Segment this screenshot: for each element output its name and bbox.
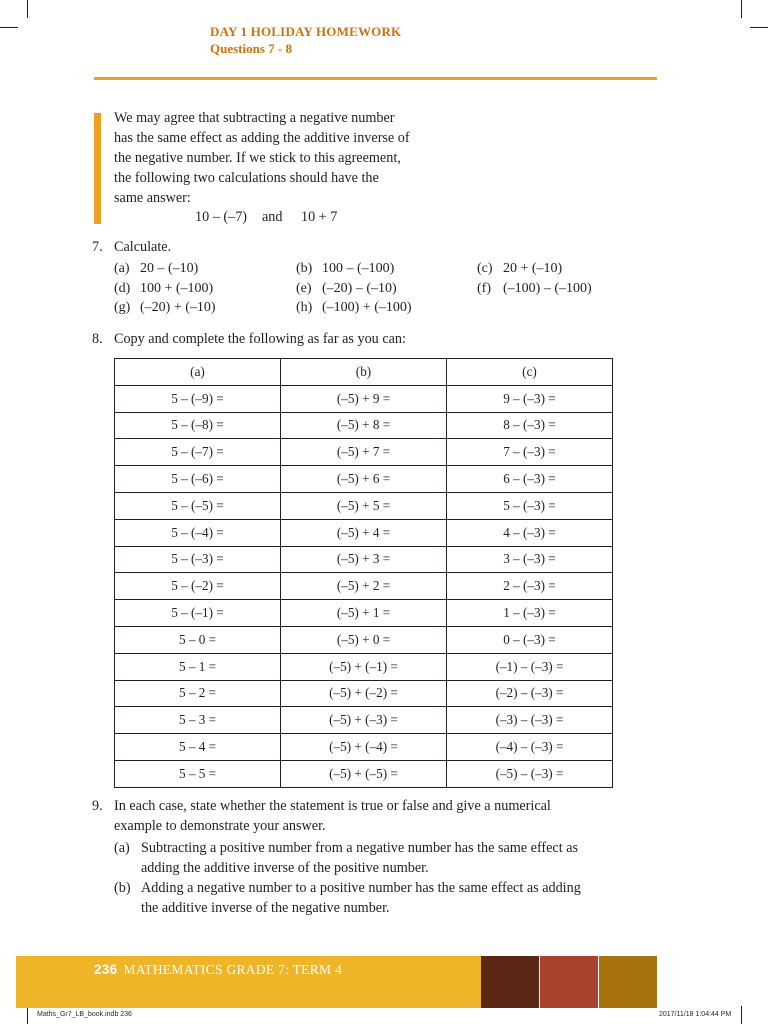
q7-part-h	[296, 300, 412, 316]
q7-part-b	[296, 261, 394, 277]
footer-text	[94, 962, 342, 978]
table-cell: 4 – (–3) =	[447, 519, 613, 546]
table-cell: (–3) – (–3) =	[447, 707, 613, 734]
part-expression: 100 + (–100)	[140, 281, 214, 296]
intro-line: the negative number. If we stick to this agreement,	[114, 150, 401, 166]
q7-part-c	[477, 261, 562, 277]
table-cell: (–5) + 4 =	[281, 519, 447, 546]
table-cell: (–1) – (–3) =	[447, 653, 613, 680]
q7-part-a	[114, 261, 198, 277]
slug-timestamp: 2017/11/18 1:04:44 PM	[659, 1011, 732, 1018]
table-cell: (–4) – (–3) =	[447, 734, 613, 761]
part-expression: 20 – (–10)	[140, 261, 199, 276]
table-cell: 5 – (–3) =	[447, 492, 613, 519]
table-cell: (–5) + 8 =	[281, 412, 447, 439]
part-label: (a)	[114, 261, 130, 276]
table-row	[115, 626, 613, 653]
crop-mark-top-right-v	[741, 0, 742, 18]
table-cell: (–5) + 9 =	[281, 385, 447, 412]
table-cell: (–5) + 5 =	[281, 492, 447, 519]
footer-color-block-1	[481, 956, 539, 1008]
table-cell: 5 – (–5) =	[115, 492, 281, 519]
table-cell: 5 – (–4) =	[115, 519, 281, 546]
table-cell: (–5) + (–4) =	[281, 734, 447, 761]
table-cell: 5 – (–7) =	[115, 439, 281, 466]
part-expression: (–20) – (–10)	[322, 281, 397, 296]
part-label: (e)	[296, 281, 312, 296]
intro-accent-bar	[94, 113, 101, 224]
table-cell: (–5) + (–5) =	[281, 760, 447, 787]
footer-color-block-3	[599, 956, 657, 1008]
table-cell: (–5) + 6 =	[281, 466, 447, 493]
intro-expression-right: 10 + 7	[301, 209, 338, 225]
footer-color-block-2	[540, 956, 598, 1008]
intro-line: the following two calculations should have the	[114, 170, 379, 186]
table-cell: 5 – (–3) =	[115, 546, 281, 573]
table-row	[115, 734, 613, 761]
table-cell: (b)	[281, 359, 447, 386]
table-cell: (–5) – (–3) =	[447, 760, 613, 787]
table-cell: 6 – (–3) =	[447, 466, 613, 493]
intro-line: We may agree that subtracting a negative number	[114, 110, 395, 126]
part-label: (d)	[114, 281, 131, 296]
table-row	[115, 707, 613, 734]
table-header-row	[115, 359, 613, 386]
part-expression: (–20) + (–10)	[140, 300, 216, 315]
table-cell: 3 – (–3) =	[447, 546, 613, 573]
part-expression: 20 + (–10)	[503, 261, 563, 276]
intro-paragraph	[114, 108, 494, 208]
question-number: 8.	[92, 331, 103, 347]
table-cell: 5 – (–9) =	[115, 385, 281, 412]
table-cell: 5 – (–8) =	[115, 412, 281, 439]
part-label: (c)	[477, 261, 493, 276]
table-cell: (–5) + 3 =	[281, 546, 447, 573]
q7-part-g	[114, 300, 216, 316]
table-cell: 5 – (–6) =	[115, 466, 281, 493]
part-label: (h)	[296, 300, 313, 315]
table-row	[115, 466, 613, 493]
table-cell: 5 – 3 =	[115, 707, 281, 734]
table-cell: 8 – (–3) =	[447, 412, 613, 439]
slug-file: Maths_Gr7_LB_book.indb 236	[37, 1011, 132, 1018]
table-cell: (–2) – (–3) =	[447, 680, 613, 707]
part-line: adding the additive inverse of the positive number.	[141, 860, 429, 876]
intro-line: same answer:	[114, 190, 191, 206]
table-cell: 5 – (–2) =	[115, 573, 281, 600]
table-row	[115, 600, 613, 627]
table-row	[115, 519, 613, 546]
table-row	[115, 760, 613, 787]
intro-expression-and: and	[262, 209, 283, 225]
question-text: Calculate.	[114, 239, 172, 255]
table-cell: 5 – 4 =	[115, 734, 281, 761]
question-text	[114, 796, 551, 836]
question-text: Copy and complete the following as far as you can:	[114, 331, 406, 347]
table-cell: 0 – (–3) =	[447, 626, 613, 653]
table-cell: (c)	[447, 359, 613, 386]
page-number: 236	[94, 962, 118, 977]
part-label: (g)	[114, 300, 131, 315]
crop-mark-top-right-h	[750, 27, 768, 28]
question-text-line: example to demonstrate your answer.	[114, 818, 326, 834]
part-line: Adding a negative number to a positive number has the same effect as adding	[141, 880, 581, 896]
part-line: Subtracting a positive number from a negative number has the same effect as	[141, 840, 579, 856]
table-cell: 5 – (–1) =	[115, 600, 281, 627]
intro-line: has the same effect as adding the additive inverse of	[114, 130, 410, 146]
table-row	[115, 546, 613, 573]
page-title: DAY 1 HOLIDAY HOMEWORK	[210, 24, 402, 39]
table-row	[115, 573, 613, 600]
part-label: (a)	[114, 840, 130, 856]
table-row	[115, 385, 613, 412]
table-cell: 5 – 2 =	[115, 680, 281, 707]
crop-mark-bottom-left-v	[27, 1006, 28, 1024]
table-cell: (–5) + 2 =	[281, 573, 447, 600]
q7-part-f	[477, 281, 592, 297]
crop-mark-top-left-h	[0, 27, 18, 28]
table-cell: 9 – (–3) =	[447, 385, 613, 412]
table-body	[115, 359, 613, 788]
completion-table	[114, 358, 613, 788]
part-expression: 100 – (–100)	[322, 261, 395, 276]
q7-part-e	[296, 281, 397, 297]
part-line: the additive inverse of the negative number.	[141, 900, 390, 916]
part-label: (b)	[114, 880, 131, 896]
table-row	[115, 680, 613, 707]
crop-mark-bottom-right-v	[741, 1006, 742, 1024]
question-text-line: In each case, state whether the statement is true or false and give a numerical	[114, 798, 551, 814]
table-row	[115, 653, 613, 680]
part-label: (b)	[296, 261, 313, 276]
table-cell: 5 – 5 =	[115, 760, 281, 787]
question-number: 9.	[92, 798, 103, 814]
table-cell: 5 – 0 =	[115, 626, 281, 653]
table-cell: (–5) + 0 =	[281, 626, 447, 653]
table-row	[115, 439, 613, 466]
crop-mark-top-left-v	[27, 0, 28, 18]
table-cell: (–5) + (–2) =	[281, 680, 447, 707]
intro-expression-left: 10 – (–7)	[195, 209, 248, 225]
page-subtitle: Questions 7 - 8	[210, 41, 292, 56]
q7-part-d	[114, 281, 213, 297]
header-rule	[94, 77, 657, 80]
table-cell: 7 – (–3) =	[447, 439, 613, 466]
table-cell: (–5) + (–1) =	[281, 653, 447, 680]
table-cell: (–5) + 7 =	[281, 439, 447, 466]
part-expression: (–100) + (–100)	[322, 300, 412, 315]
question-number: 7.	[92, 239, 103, 255]
table-row	[115, 412, 613, 439]
table-cell: (–5) + (–3) =	[281, 707, 447, 734]
table-cell: (a)	[115, 359, 281, 386]
part-label: (f)	[477, 281, 491, 296]
table-row	[115, 492, 613, 519]
table-cell: 1 – (–3) =	[447, 600, 613, 627]
table-cell: (–5) + 1 =	[281, 600, 447, 627]
footer-title: MATHEMATICS GRADE 7: TERM 4	[123, 962, 343, 977]
table-cell: 5 – 1 =	[115, 653, 281, 680]
part-expression: (–100) – (–100)	[503, 281, 592, 296]
table-cell: 2 – (–3) =	[447, 573, 613, 600]
